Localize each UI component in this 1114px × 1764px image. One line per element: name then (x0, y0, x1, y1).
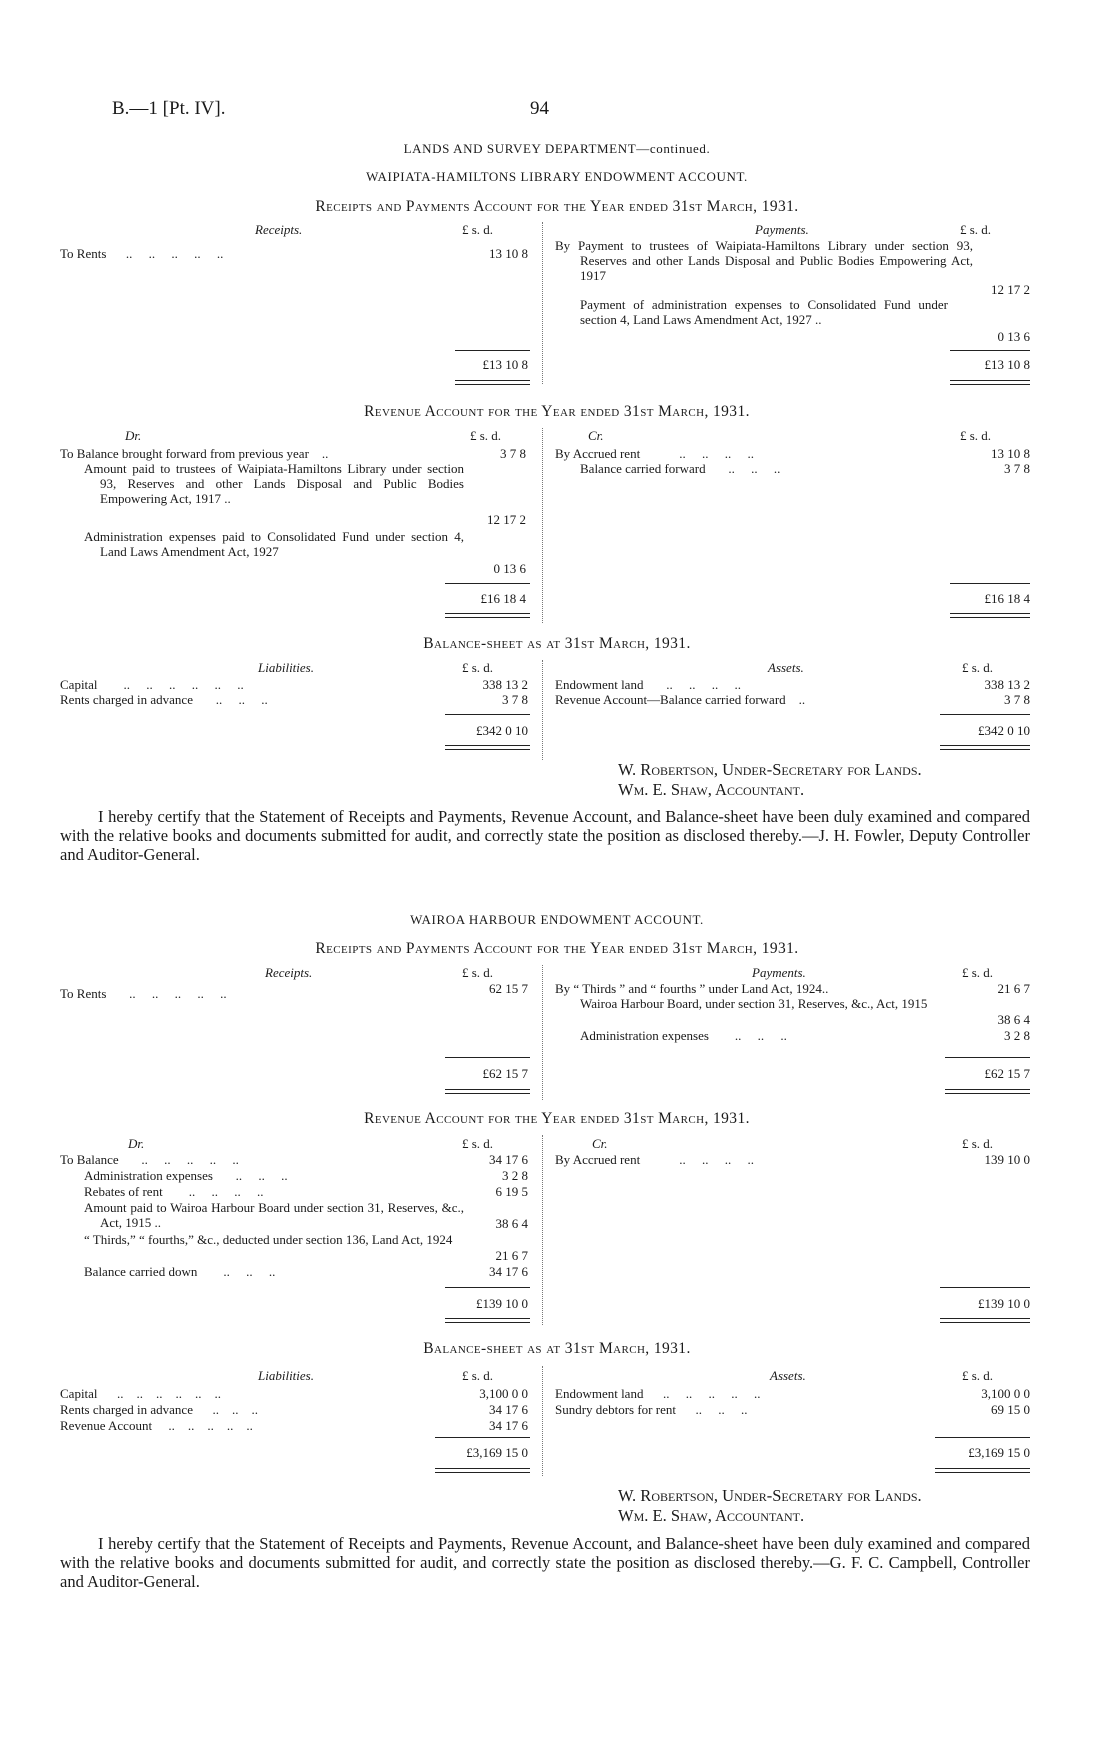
revenue-debit-item: Administration expenses .. .. .. (84, 1168, 288, 1183)
payment-amount: 38 6 4 (997, 1012, 1030, 1027)
receipt-label: To Rents .. .. .. .. .. (60, 986, 227, 1001)
account2-receipts-payments-title: Receipts and Payments Account for the Year ended 31st March, 1931. (315, 940, 799, 957)
asset-amount: 69 15 0 (991, 1402, 1030, 1417)
revenue-debit-item: Rebates of rent .. .. .. .. (84, 1184, 264, 1199)
liability-item: Rents charged in advance .. .. .. (60, 692, 268, 707)
column-divider (542, 660, 543, 760)
lsd-heading: £ s. d. (462, 1368, 494, 1383)
receipts-total: £62 15 7 (482, 1066, 528, 1081)
revenue-debit-amount: 34 17 6 (489, 1264, 528, 1279)
lsd-heading: £ s. d. (962, 1136, 994, 1151)
liability-amount: 3 7 8 (502, 692, 528, 707)
liability-amount: 3,100 0 0 (479, 1386, 528, 1401)
payment-amount: 21 6 7 (997, 981, 1030, 996)
lsd-heading: £ s. d. (962, 965, 994, 980)
account2-title: WAIROA HARBOUR ENDOWMENT ACCOUNT. (410, 912, 704, 927)
revenue-debit-item: Balance carried down .. .. .. (84, 1264, 276, 1279)
column-divider (542, 1366, 543, 1476)
column-divider (542, 222, 543, 384)
account1-revenue-title: Revenue Account for the Year ended 31st March, 1931. (364, 403, 750, 420)
lsd-heading: £ s. d. (960, 428, 992, 443)
account1-balance-sheet-title: Balance-sheet as at 31st March, 1931. (423, 635, 691, 652)
payment-amount: 3 2 8 (1004, 1028, 1030, 1043)
credit-heading: Cr. (588, 428, 604, 443)
signature-accountant: Wm. E. Shaw, Accountant. (618, 780, 805, 799)
asset-amount: 338 13 2 (984, 677, 1030, 692)
asset-amount: 3 7 8 (1004, 692, 1030, 707)
liability-item: Capital .. .. .. .. .. .. (60, 677, 244, 692)
revenue-total: £139 10 0 (476, 1296, 528, 1311)
payment-item: Payment of administration expenses to Consolidated Fund under section 4, Land Laws Amendment Act, 1927 .. (580, 297, 948, 327)
revenue-credit-amount: 139 10 0 (984, 1152, 1030, 1167)
revenue-debit-item: To Balance brought forward from previous year .. (60, 446, 329, 461)
receipts-heading: Receipts. (265, 965, 313, 980)
credit-heading: Cr. (592, 1136, 608, 1151)
revenue-credit-item: By Accrued rent .. .. .. .. (555, 1152, 754, 1167)
payments-total: £13 10 8 (984, 357, 1030, 372)
lsd-heading: £ s. d. (962, 660, 994, 675)
liability-item: Revenue Account .. .. .. .. .. (60, 1418, 253, 1433)
revenue-debit-amount: 12 17 2 (487, 512, 526, 527)
lsd-heading: £ s. d. (960, 222, 992, 237)
payment-amount: 12 17 2 (991, 282, 1030, 297)
asset-item: Endowment land .. .. .. .. (555, 677, 741, 692)
receipt-label: To Rents .. .. .. .. .. (60, 246, 224, 261)
liability-item: Capital .. .. .. .. .. .. (60, 1386, 222, 1401)
debit-heading: Dr. (125, 428, 142, 443)
column-divider (542, 965, 543, 1100)
lsd-heading: £ s. d. (962, 1368, 994, 1383)
assets-total: £342 0 10 (978, 723, 1030, 738)
payment-amount: 0 13 6 (997, 329, 1030, 344)
column-divider (542, 428, 543, 623)
column-divider (542, 1135, 543, 1325)
revenue-credit-amount: 3 7 8 (1004, 461, 1030, 476)
page-number: 94 (530, 98, 549, 119)
account1-title: WAIPIATA-HAMILTONS LIBRARY ENDOWMENT ACCOUNT. (366, 169, 748, 184)
page-reference: B.—1 [Pt. IV]. (112, 98, 226, 119)
payment-item: By Payment to trustees of Waipiata-Hamiltons Library under section 93, Reserves and other Lands Disposal and Public Bodies Empowering Act, 1917 (555, 238, 973, 283)
payments-heading: Payments. (752, 965, 806, 980)
lsd-heading: £ s. d. (462, 1136, 494, 1151)
asset-item: Endowment land .. .. .. .. .. (555, 1386, 761, 1401)
assets-heading: Assets. (770, 1368, 806, 1383)
revenue-debit-amount: 38 6 4 (495, 1216, 528, 1231)
payment-item: By “ Thirds ” and “ fourths ” under Land Act, 1924.. (555, 981, 829, 996)
liabilities-total: £3,169 15 0 (466, 1445, 528, 1460)
audit-certificate: I hereby certify that the Statement of Receipts and Payments, Revenue Account, and Balance-sheet have been duly examined and compared with the relative books and documents submitted for audit, and correctly state the position as disclosed thereby.—G. F. C. Campbell, Controller and Auditor-General. (60, 1534, 1030, 1591)
account2-balance-sheet-title: Balance-sheet as at 31st March, 1931. (423, 1340, 691, 1357)
receipts-total: £13 10 8 (482, 357, 528, 372)
revenue-debit-amount: 34 17 6 (489, 1152, 528, 1167)
liabilities-heading: Liabilities. (258, 660, 314, 675)
asset-item: Sundry debtors for rent .. .. .. (555, 1402, 748, 1417)
debit-heading: Dr. (128, 1136, 145, 1151)
signature-accountant: Wm. E. Shaw, Accountant. (618, 1506, 805, 1525)
revenue-credit-item: By Accrued rent .. .. .. .. (555, 446, 754, 461)
payments-total: £62 15 7 (984, 1066, 1030, 1081)
revenue-debit-amount: 21 6 7 (495, 1248, 528, 1263)
receipt-amount: 13 10 8 (489, 246, 528, 261)
revenue-credit-item: Balance carried forward .. .. .. (580, 461, 781, 476)
liability-amount: 34 17 6 (489, 1418, 528, 1433)
revenue-debit-amount: 3 2 8 (502, 1168, 528, 1183)
lsd-heading: £ s. d. (462, 222, 494, 237)
liability-amount: 34 17 6 (489, 1402, 528, 1417)
payments-heading: Payments. (755, 222, 809, 237)
payment-item: Administration expenses .. .. .. (580, 1028, 787, 1043)
audit-certificate: I hereby certify that the Statement of Receipts and Payments, Revenue Account, and Balance-sheet have been duly examined and compared with the relative books and documents submitted for audit, and correctly state the position as disclosed thereby.—J. H. Fowler, Deputy Controller and Auditor-General. (60, 807, 1030, 864)
department-heading: LANDS AND SURVEY DEPARTMENT—continued. (403, 141, 711, 156)
lsd-heading: £ s. d. (462, 660, 494, 675)
receipts-heading: Receipts. (255, 222, 303, 237)
revenue-debit-item: Amount paid to Wairoa Harbour Board under section 31, Reserves, &c., Act, 1915 .. (84, 1200, 464, 1230)
account2-revenue-title: Revenue Account for the Year ended 31st March, 1931. (364, 1110, 750, 1127)
revenue-debit-amount: 0 13 6 (493, 561, 526, 576)
liabilities-heading: Liabilities. (258, 1368, 314, 1383)
assets-heading: Assets. (768, 660, 804, 675)
revenue-total: £16 18 4 (984, 591, 1030, 606)
revenue-debit-item: Amount paid to trustees of Waipiata-Hamiltons Library under section 93, Reserves and other Lands Disposal and Public Bodies Empowering Act, 1917 .. (84, 461, 464, 506)
payment-item: Wairoa Harbour Board, under section 31, Reserves, &c., Act, 1915 (580, 996, 928, 1011)
asset-amount: 3,100 0 0 (981, 1386, 1030, 1401)
liability-item: Rents charged in advance .. .. .. (60, 1402, 258, 1417)
revenue-debit-item: Administration expenses paid to Consolidated Fund under section 4, Land Laws Amendment Act, 1927 (84, 529, 464, 559)
revenue-debit-amount: 3 7 8 (500, 446, 526, 461)
lsd-heading: £ s. d. (470, 428, 502, 443)
liabilities-total: £342 0 10 (476, 723, 528, 738)
revenue-total: £139 10 0 (978, 1296, 1030, 1311)
revenue-credit-amount: 13 10 8 (991, 446, 1030, 461)
revenue-debit-item: To Balance .. .. .. .. .. (60, 1152, 239, 1167)
asset-item: Revenue Account—Balance carried forward .. (555, 692, 806, 707)
revenue-total: £16 18 4 (480, 591, 526, 606)
receipt-amount: 62 15 7 (489, 981, 528, 996)
revenue-debit-item: “ Thirds,” “ fourths,” &c., deducted under section 136, Land Act, 1924 (84, 1232, 453, 1247)
signature-under-secretary: W. Robertson, Under-Secretary for Lands. (618, 1486, 922, 1505)
assets-total: £3,169 15 0 (968, 1445, 1030, 1460)
lsd-heading: £ s. d. (462, 965, 494, 980)
account1-receipts-payments-title: Receipts and Payments Account for the Year ended 31st March, 1931. (315, 198, 799, 215)
signature-under-secretary: W. Robertson, Under-Secretary for Lands. (618, 760, 922, 779)
revenue-debit-amount: 6 19 5 (495, 1184, 528, 1199)
liability-amount: 338 13 2 (482, 677, 528, 692)
